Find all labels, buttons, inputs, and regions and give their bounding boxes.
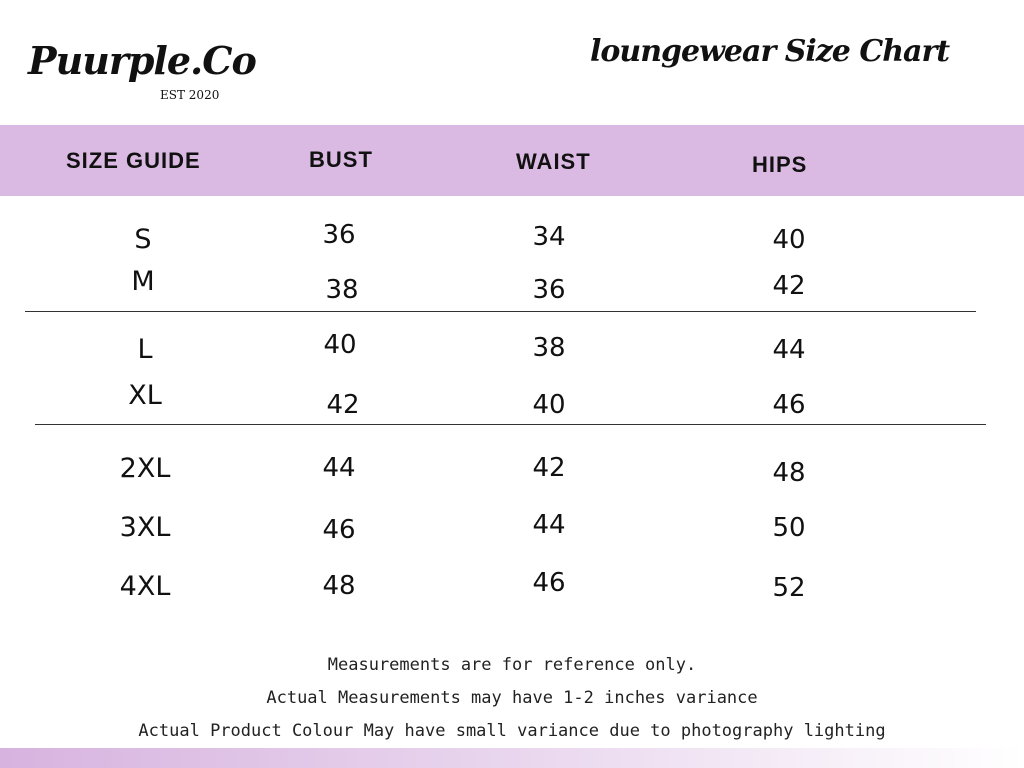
hips-cell: 40 (772, 225, 806, 255)
size-cell: M (131, 266, 155, 297)
note-colour: Actual Product Colour May have small variance due to photography lighting (138, 721, 886, 741)
bust-cell: 36 (322, 220, 356, 250)
header-bust: BUST (309, 147, 373, 172)
waist-cell: 34 (532, 222, 566, 252)
row-divider (25, 311, 976, 312)
brand-logo: Puurple.Co (28, 38, 256, 83)
header-waist: WAIST (516, 149, 591, 174)
hips-cell: 48 (772, 458, 806, 488)
note-reference: Measurements are for reference only. (327, 655, 697, 675)
size-cell: L (137, 334, 153, 365)
brand-established: EST 2020 (160, 88, 220, 102)
bust-cell: 42 (326, 390, 360, 420)
header-size-guide: SIZE GUIDE (66, 148, 201, 173)
bust-cell: 40 (323, 330, 357, 360)
bust-cell: 48 (322, 571, 356, 601)
hips-cell: 42 (772, 271, 806, 301)
bust-cell: 46 (322, 515, 356, 545)
header-hips: HIPS (752, 152, 808, 177)
waist-cell: 38 (532, 333, 566, 363)
size-cell: XL (128, 380, 162, 411)
waist-cell: 36 (532, 275, 566, 305)
hips-cell: 44 (772, 335, 806, 365)
page-title: loungewear Size Chart (590, 34, 950, 69)
waist-cell: 40 (532, 390, 566, 420)
note-variance: Actual Measurements may have 1-2 inches variance (266, 688, 758, 708)
waist-cell: 44 (532, 510, 566, 540)
hips-cell: 52 (772, 573, 806, 603)
size-cell: 4XL (119, 571, 171, 602)
hips-cell: 50 (772, 513, 806, 543)
footer-band (0, 748, 1024, 768)
size-cell: S (134, 224, 152, 255)
waist-cell: 42 (532, 453, 566, 483)
waist-cell: 46 (532, 568, 566, 598)
row-divider (35, 424, 986, 425)
bust-cell: 38 (325, 275, 359, 305)
size-cell: 2XL (119, 453, 171, 484)
size-cell: 3XL (119, 512, 171, 543)
hips-cell: 46 (772, 390, 806, 420)
bust-cell: 44 (322, 453, 356, 483)
